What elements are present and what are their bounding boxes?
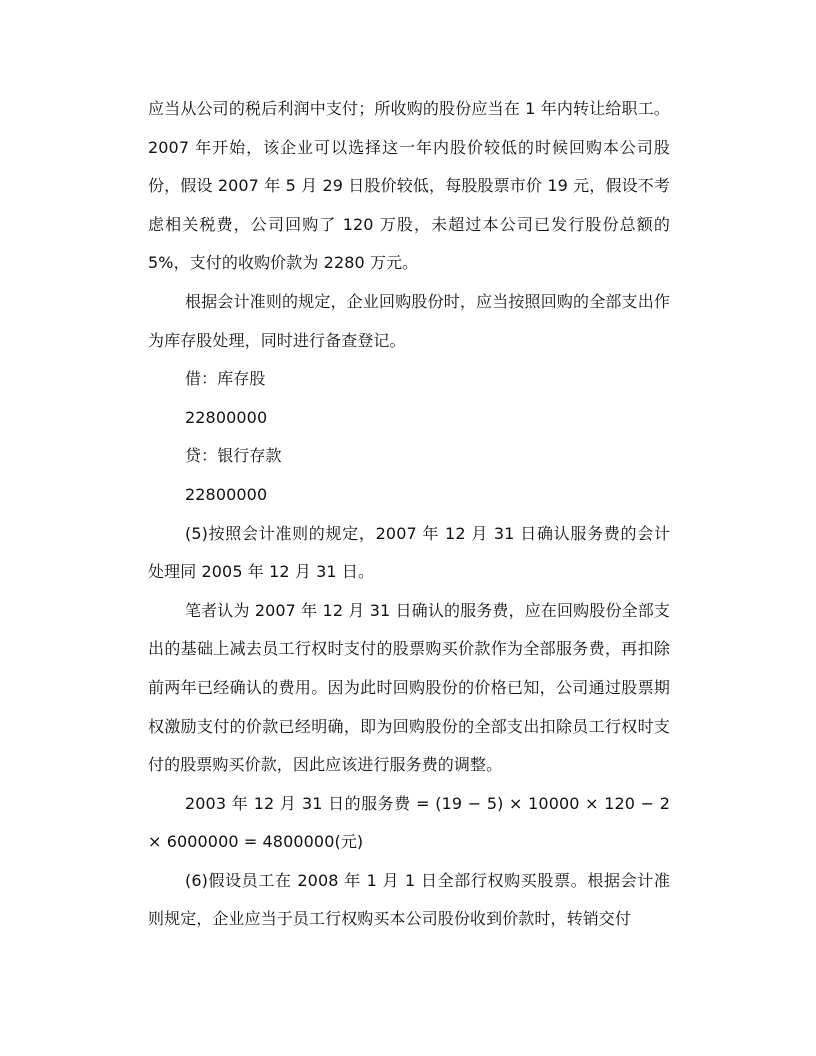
journal-debit-account: 借：库存股 — [185, 369, 266, 389]
journal-credit-amount: 22800000 — [185, 484, 268, 504]
paragraph-step-5: (5)按照会计准则的规定，2007 年 12 月 31 日确认服务费的会计处理同 2005 年 12 月 31 日。 — [148, 523, 670, 582]
paragraph-buyback-background: 应当从公司的税后利润中支付；所收购的股份应当在 1 年内转让给职工。2007 年开始，该企业可以选择这一年内股价较低的时候回购本公司股份，假设 2007 年 5 月 29 日股价较低，每股股票市价 19 元，假设不考虑相关税费，公司回购了 120 万股，未超过本公司已发行股份总额的 5%，支付的收购价款为 2280 万元。 — [148, 99, 670, 273]
paragraph-author-opinion: 笔者认为 2007 年 12 月 31 日确认的服务费，应在回购股份全部支出的基础上减去员工行权时支付的股票购买价款作为全部服务费，再扣除前两年已经确认的费用。因为此时回购股份的价格已知，公司通过股票期权激励支付的价款已经明确，即为回购股份的全部支出扣除员工行权时支付的股票购买价款，因此应该进行服务费的调整。 — [148, 600, 670, 775]
paragraph-accounting-rule: 根据会计准则的规定，企业回购股份时，应当按照回购的全部支出作为库存股处理，同时进行备查登记。 — [148, 291, 670, 350]
journal-debit-amount: 22800000 — [185, 407, 268, 427]
document-body — [148, 90, 670, 939]
journal-credit-account: 贷：银行存款 — [185, 446, 282, 466]
paragraph-step-6: (6)假设员工在 2008 年 1 月 1 日全部行权购买股票。根据会计准则规定，企业应当于员工行权购买本公司股份收到价款时，转销交付 — [148, 870, 670, 929]
formula-service-fee: 2003 年 12 月 31 日的服务费 = (19 − 5) × 10000 × 120 − 2 × 6000000 = 4800000(元) — [148, 793, 670, 852]
